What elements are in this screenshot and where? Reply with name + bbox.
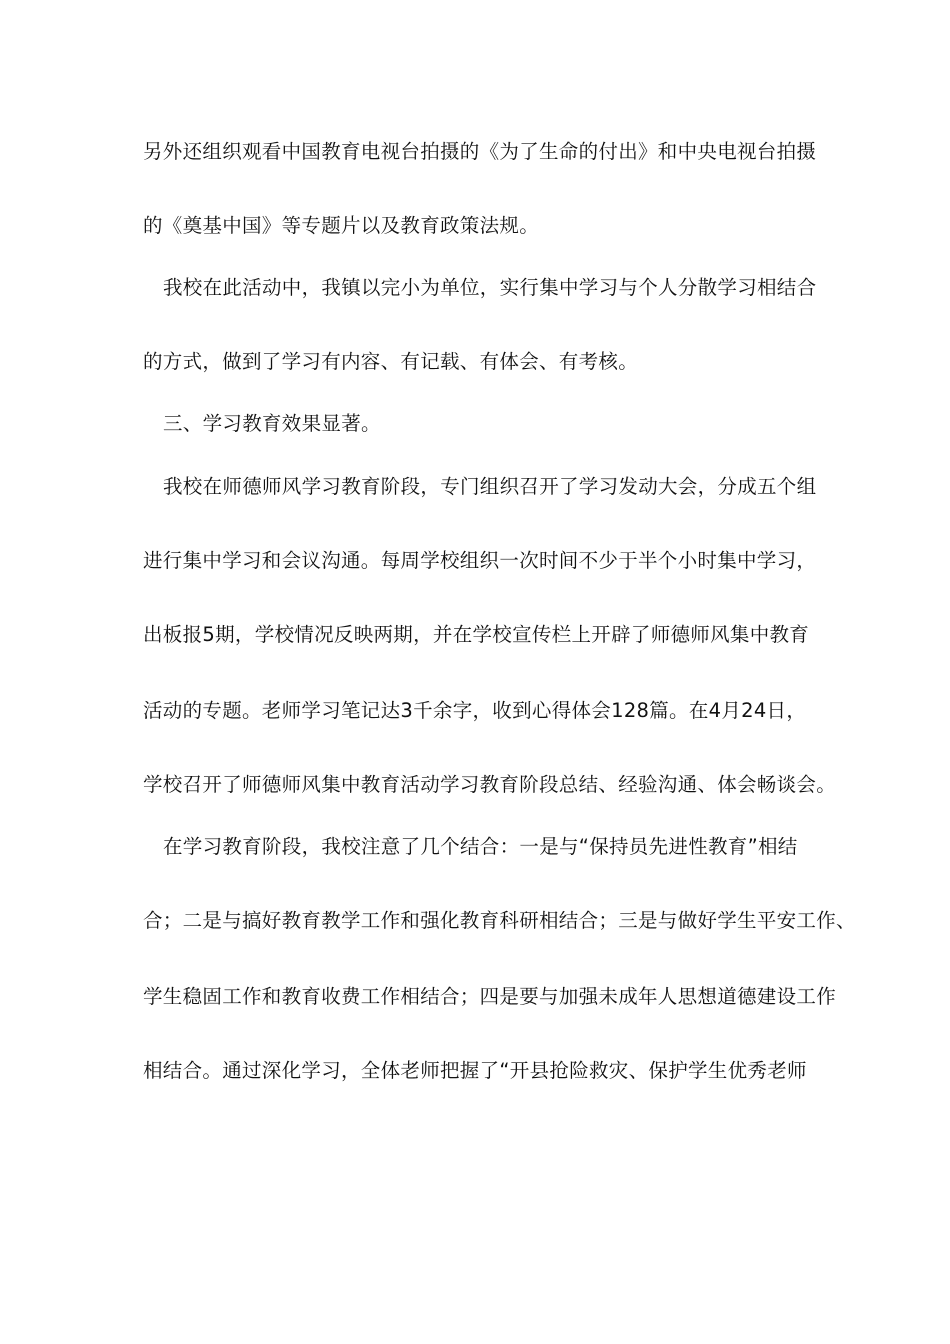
text-line-13: 学生稳固工作和教育收费工作相结合；四是要与加强未成年人思想道德建设工作 bbox=[143, 985, 837, 1008]
text-line-7: 进行集中学习和会议沟通。每周学校组织一次时间不少于半个小时集中学习， bbox=[143, 549, 817, 572]
text-line-10: 学校召开了师德师风集中教育活动学习教育阶段总结、经验沟通、体会畅谈会。 bbox=[143, 773, 837, 796]
text-line-6: 我校在师德师风学习教育阶段，专门组织召开了学习发动大会，分成五个组 bbox=[163, 475, 817, 498]
text-line-12: 合；二是与搞好教育教学工作和强化教育科研相结合；三是与做好学生平安工作、 bbox=[143, 909, 856, 932]
text-line-14: 相结合。通过深化学习，全体老师把握了“开县抢险救灾、保护学生优秀老师 bbox=[143, 1059, 807, 1082]
text-line-1: 另外还组织观看中国教育电视台拍摄的《为了生命的付出》和中央电视台拍摄 bbox=[143, 140, 817, 163]
text-line-9: 活动的专题。老师学习笔记达3千余字，收到心得体会128篇。在4月24日， bbox=[143, 699, 807, 722]
text-line-8: 出板报5期，学校情况反映两期，并在学校宣传栏上开辟了师德师风集中教育 bbox=[143, 623, 810, 646]
text-line-11: 在学习教育阶段，我校注意了几个结合：一是与“保持员先进性教育”相结 bbox=[163, 835, 798, 858]
section-heading: 三、学习教育效果显著。 bbox=[163, 412, 381, 435]
text-line-3: 我校在此活动中，我镇以完小为单位，实行集中学习与个人分散学习相结合 bbox=[163, 276, 817, 299]
text-line-2: 的《奠基中国》等专题片以及教育政策法规。 bbox=[143, 214, 540, 237]
text-line-4: 的方式，做到了学习有内容、有记载、有体会、有考核。 bbox=[143, 350, 639, 373]
